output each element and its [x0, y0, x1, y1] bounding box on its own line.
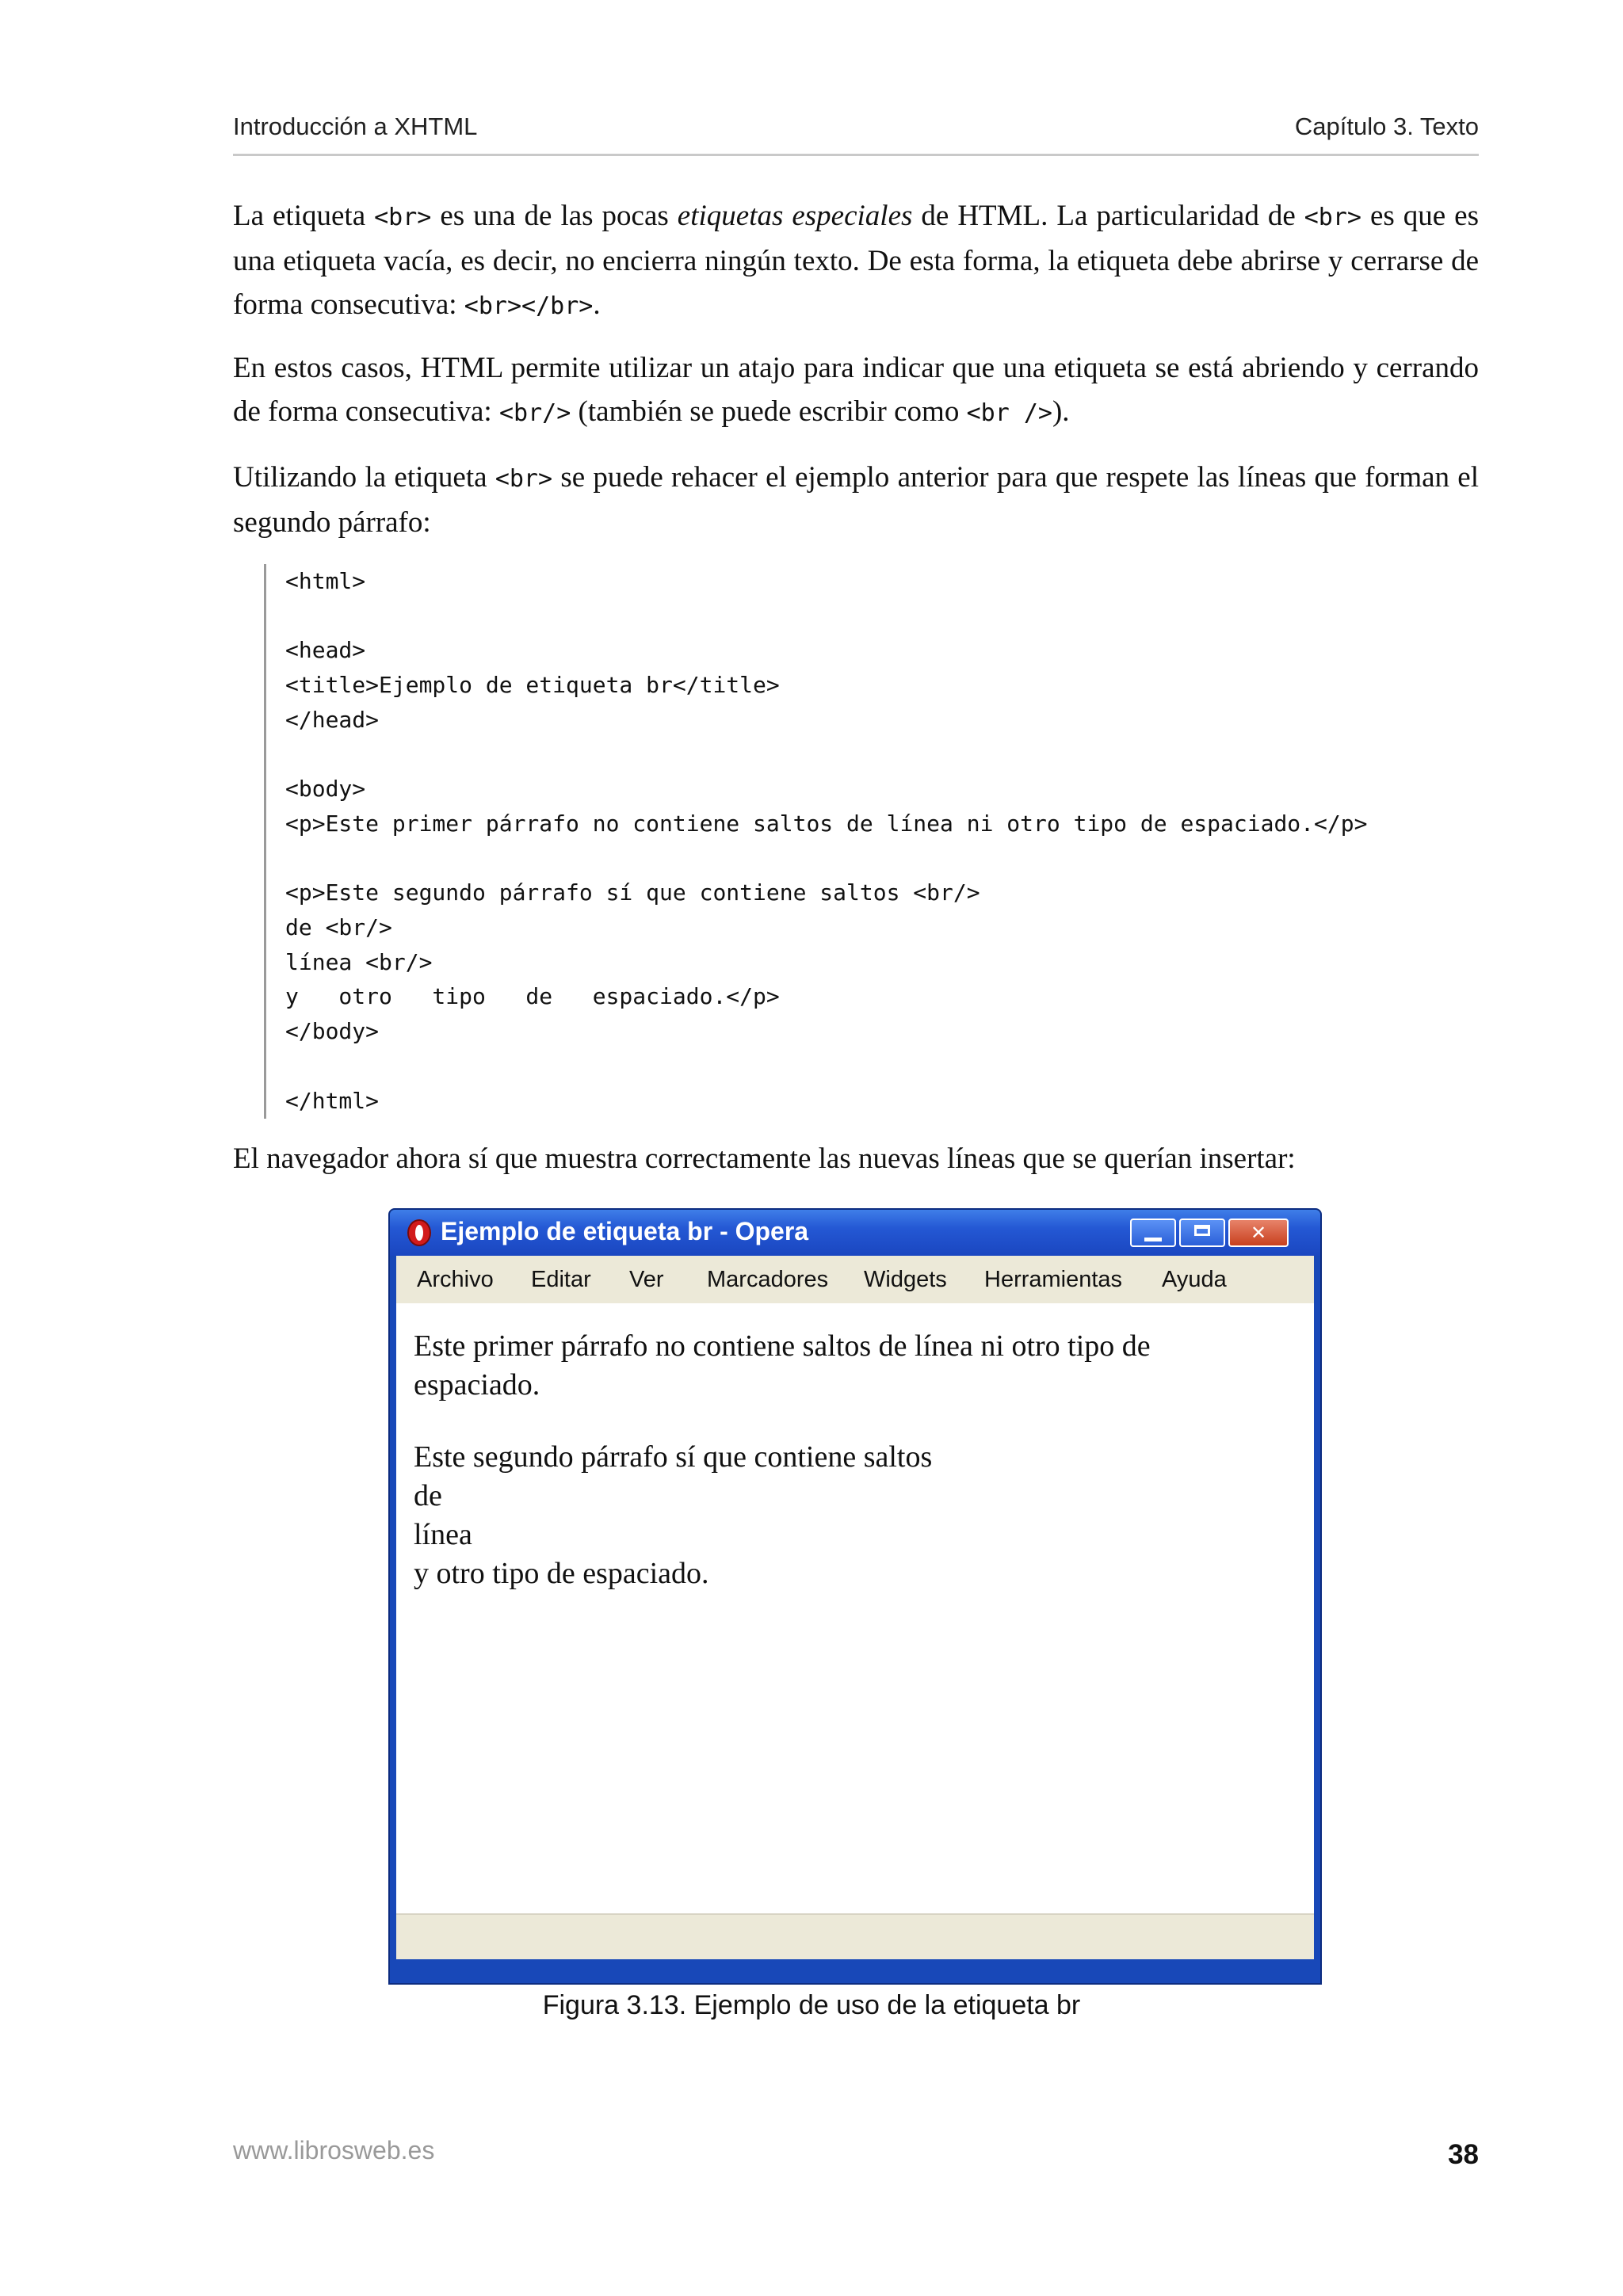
header-book-title: Introducción a XHTML [233, 113, 478, 140]
maximize-icon [1194, 1225, 1210, 1236]
text: se puede rehacer el ejemplo anterior para que respete las líneas que forman el segundo párrafo: [233, 461, 1479, 539]
code-line [266, 841, 1455, 876]
inline-code: <br> [495, 465, 553, 493]
opera-icon [407, 1219, 431, 1246]
text: . [593, 288, 601, 321]
code-line: <p>Este primer párrafo no contiene saltos de línea ni otro tipo de espaciado.</p> [285, 810, 1368, 837]
code-line [266, 599, 1455, 634]
code-line: </head> [285, 706, 380, 733]
code-line: y otro tipo de espaciado.</p> [285, 983, 780, 1010]
status-bar [396, 1913, 1314, 1959]
text: es que es una etiqueta vacía, es decir, no encierra ningún texto. De esta forma, la etiqueta debe abrirse y cerrarse de forma consecutiva: [233, 200, 1480, 321]
paragraph-2 [233, 346, 1479, 435]
inline-code: <br/> [498, 399, 571, 427]
code-line [266, 1049, 1455, 1084]
maximize-button[interactable] [1179, 1219, 1225, 1247]
text: ). [1052, 395, 1070, 428]
paragraph-3 [233, 456, 1479, 544]
code-line: <body> [285, 776, 366, 803]
menu-widgets[interactable]: Widgets [864, 1267, 947, 1292]
text: (también se puede escribir como [571, 395, 967, 428]
code-line: <head> [285, 637, 366, 664]
menu-herramientas[interactable]: Herramientas [984, 1267, 1123, 1292]
code-block [264, 564, 1455, 1119]
text: Utilizando la etiqueta [233, 461, 495, 494]
rendered-line: y otro tipo de espaciado. [414, 1557, 709, 1590]
paragraph-1 [233, 194, 1479, 328]
inline-code: <br></br> [464, 292, 594, 320]
menu-marcadores[interactable]: Marcadores [707, 1267, 829, 1292]
text: es una de las pocas [431, 200, 678, 232]
page-header [233, 109, 1479, 156]
inline-code: <br> [374, 204, 432, 231]
code-line: </html> [285, 1087, 380, 1114]
code-line: línea <br/> [285, 948, 433, 975]
code-line: de <br/> [285, 914, 392, 941]
minimize-button[interactable] [1130, 1219, 1176, 1247]
header-chapter: Capítulo 3. Texto [1294, 113, 1479, 140]
text: En estos casos, HTML permite utilizar un atajo para indicar que una etiqueta se está abriendo y cerrando de forma consecutiva: [233, 352, 1479, 428]
minimize-icon [1144, 1238, 1162, 1241]
page-number: 38 [1448, 2139, 1479, 2170]
page-viewport [396, 1303, 1314, 1913]
window-titlebar[interactable] [390, 1210, 1320, 1256]
window-title: Ejemplo de etiqueta br - Opera [441, 1217, 809, 1245]
code-line: <title>Ejemplo de etiqueta br</title> [285, 672, 780, 699]
text: La etiqueta [233, 200, 375, 232]
rendered-line: espaciado. [414, 1368, 540, 1402]
inline-code: <br /> [966, 399, 1052, 427]
rendered-line: Este segundo párrafo sí que contiene saltos [414, 1440, 933, 1474]
paragraph-4: El navegador ahora sí que muestra correctamente las nuevas líneas que se querían insertar: [233, 1142, 1296, 1175]
text: de HTML. La particularidad de [912, 200, 1304, 232]
footer-site: www.librosweb.es [233, 2136, 435, 2164]
inline-code: <br> [1304, 204, 1361, 231]
code-line [266, 738, 1455, 772]
emphasis: etiquetas especiales [677, 200, 913, 232]
menu-ayuda[interactable]: Ayuda [1162, 1267, 1227, 1292]
close-icon: ✕ [1250, 1222, 1267, 1244]
code-line: <p>Este segundo párrafo sí que contiene saltos <br/> [285, 879, 980, 906]
browser-window [388, 1208, 1322, 1985]
rendered-line: línea [414, 1518, 472, 1551]
code-line: <html> [285, 568, 366, 594]
menu-ver[interactable]: Ver [629, 1267, 664, 1292]
figure-caption: Figura 3.13. Ejemplo de uso de la etiqueta br [542, 1990, 1081, 2020]
close-button[interactable] [1228, 1219, 1289, 1247]
menu-bar [396, 1256, 1314, 1303]
menu-editar[interactable]: Editar [531, 1267, 591, 1292]
code-line: </body> [285, 1018, 380, 1045]
rendered-line: Este primer párrafo no contiene saltos de línea ni otro tipo de [414, 1329, 1151, 1363]
rendered-line: de [414, 1479, 442, 1512]
menu-archivo[interactable]: Archivo [417, 1267, 494, 1292]
